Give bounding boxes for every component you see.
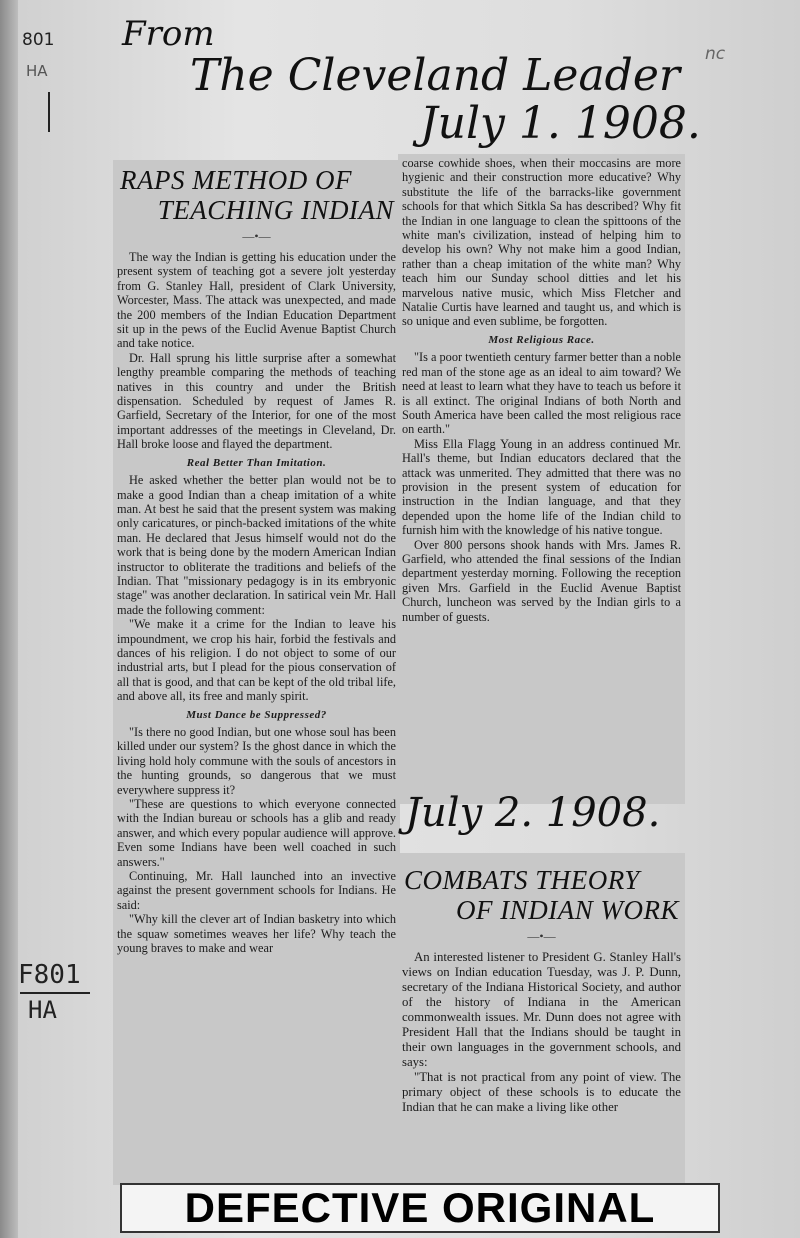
side-code: F801 (18, 960, 81, 990)
paragraph: Continuing, Mr. Hall launched into an invective against the present government schools for Indians. He said: (117, 869, 396, 912)
subheading: Most Religious Race. (488, 333, 595, 346)
paragraph: "That is not practical from any point of view. The primary object of these schools is to educate the Indian that he can make a living like other (402, 1070, 681, 1114)
side-sub: HA (28, 996, 57, 1024)
article-2-headline-line-1: COMBATS THEORY (404, 865, 640, 895)
article-1-headline-line-2: TEACHING INDIAN (157, 195, 394, 225)
headline-ornament: —•— (527, 929, 556, 943)
handwritten-paper-name: The Cleveland Leader (190, 50, 680, 101)
article-1-column-1 (113, 160, 400, 1185)
paragraph: Over 800 persons shook hands with Mrs. James R. Garfield, who attended the final sessions of the Indian department yesterday morning. Following the reception given Mrs. Garfield in the Euclid Avenue Baptist Church, luncheon was served by the Indian girls to a number of guests. (402, 537, 681, 624)
handwritten-date-1: July 1. 1908. (420, 98, 701, 149)
article-1-column-2 (398, 154, 685, 804)
paragraph: An interested listener to President G. Stanley Hall's views on Indian education Tuesday, was J. P. Dunn, secretary of the Indiana Historical Society, and author of the history of Indiana in the American commonwealth issues. Mr. Dunn does not agree with President Hall that the Indians should be taught in their own languages in the government schools, and says: (402, 950, 681, 1069)
page-edge-shadow (0, 0, 18, 1238)
paragraph: "Why kill the clever art of Indian basketry into which the squaw sometimes weaves her life? Why teach the young braves to make and wear (117, 912, 396, 956)
article-1-body-left (113, 250, 400, 956)
article-2-headline-line-2: OF INDIAN WORK (456, 895, 679, 925)
subheading: Real Better Than Imitation. (186, 456, 327, 469)
side-code-rule (20, 992, 90, 994)
article-1-body-right (398, 154, 685, 624)
paragraph: The way the Indian is getting his education under the present system of teaching got a severe jolt yesterday from G. Stanley Hall, president of Clark University, Worcester, Mass. The attack was unexpected, and made the 200 members of the Indian Education Department sit up in the pews of the Euclid Avenue Baptist Church and take notice. (117, 250, 396, 351)
paragraph: Dr. Hall sprung his little surprise after a somewhat lengthy preamble comparing the methods of teaching natives in this country and under the British dispensation. Scheduled by request of James R. Garfield, Secretary of the Interior, for one of the most important addresses of the meetings in Cleveland, Dr. Hall broke loose and flayed the department. (117, 350, 396, 452)
headline-ornament: —•— (242, 229, 271, 243)
paragraph: "We make it a crime for the Indian to leave his impoundment, we crop his hair, forbid the festivals and dances of his religion. I do not object to some of our industrial arts, but I plead for the pious conservation of all that is good, and that can be kept of the old tribal life, and above all, its free and manly spirit. (117, 617, 396, 704)
paragraph: "These are questions to which everyone connected with the Indian bureau or schools has a glib and ready answer, and which every popular audience will approve. Even some Indians have been well coached in such answers." (117, 797, 396, 869)
subheading: Must Dance be Suppressed? (186, 708, 327, 721)
paragraph: "Is a poor twentieth century farmer better than a noble red man of the stone age as an ideal to aim toward? We need at least to learn what they have to teach us before it is all extinct. The original Indians of both North and South America have been called the most religious race on earth." (402, 350, 681, 437)
paragraph: He asked whether the better plan would not be to make a good Indian than a cheap imitation of a white man. At best he said that the present system was making only caricatures, or pinch-backed imitations of the white man. He declared that Jesus himself would not do the work that is being done by the modern American Indian instructor to obliterate the traditions and beliefs of the Indian. That "missionary pedagogy is in its embryonic stage" was another declaration. In satirical vein Mr. Hall made the following comment: (117, 473, 396, 617)
defective-original-stamp: DEFECTIVE ORIGINAL (120, 1183, 720, 1233)
top-right-note: nc (705, 44, 726, 64)
top-left-sub: HA (26, 62, 48, 80)
handwritten-from: From (122, 14, 215, 54)
paragraph: coarse cowhide shoes, when their moccasins are more hygienic and their construction more educative? Why substitute the life of the barracks-like government schools for that which Sitkla Sa has described? Why fit the Indian in one language to clean the spittoons of the white man's civilization, instead of helping him to develop his own? Why not make him a good Indian, rather than a cheap imitation of the white man? Why teach him our Sunday school ditties and let his marvelous native music, which Miss Fletcher and Natalie Curtis have learned and taught us, and which is so unique and even sublime, be forgotten. (402, 156, 681, 329)
article-1-headline-line-1: RAPS METHOD OF (120, 165, 352, 195)
article-2-body (398, 950, 685, 1115)
handwritten-date-2: July 2. 1908. (405, 790, 661, 836)
top-left-code: 801 (22, 30, 55, 50)
paragraph: Miss Ella Flagg Young in an address continued Mr. Hall's theme, but Indian educators declared that the attack was unmerited. They admitted that there was no provision in the present system of education for instruction in the Indian language, and that they depended upon the home life of the Indian child to furnish him with the knowledge of his native tongue. (402, 436, 681, 538)
paragraph: "Is there no good Indian, but one whose soul has been killed under our system? Is the ghost dance in which the living hold holy commune with the souls of ancestors in the hunting grounds, so dangerous that we must everywhere suppress it? (117, 725, 396, 797)
top-left-mark (48, 92, 50, 132)
article-2 (398, 853, 685, 1185)
